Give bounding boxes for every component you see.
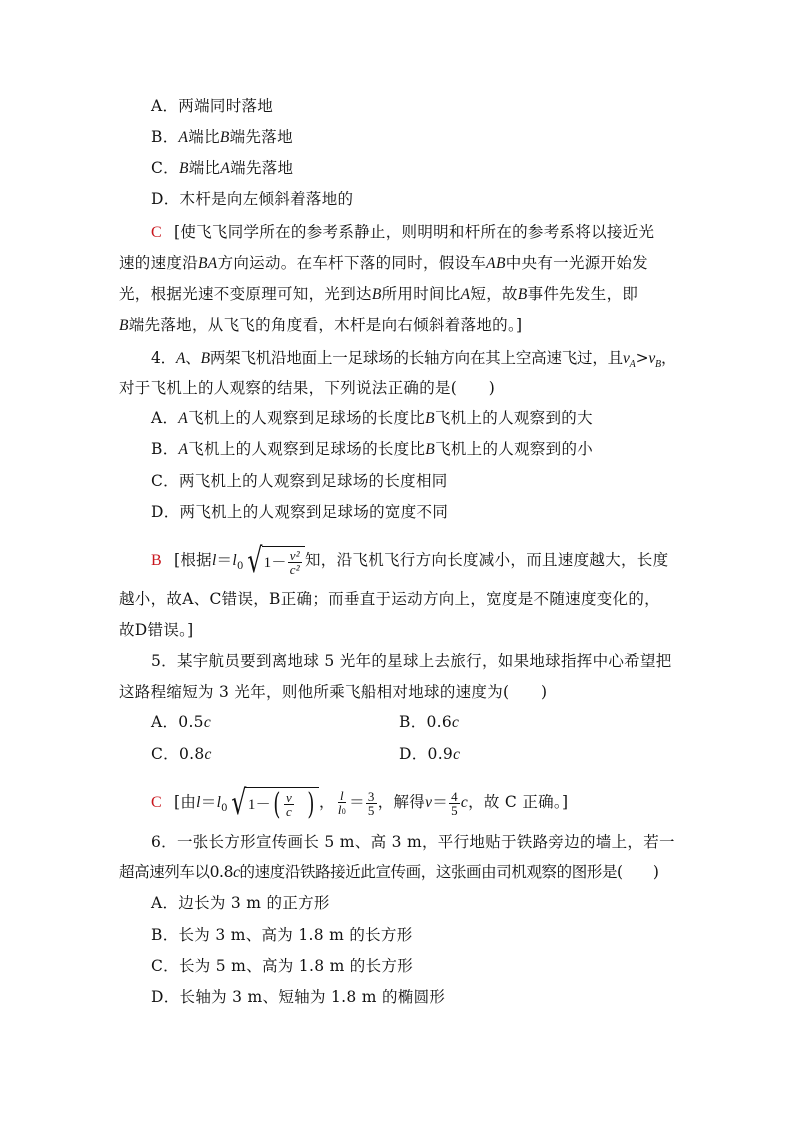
q6-stem-line-2: 超高速列车以0.8c的速度沿铁路接近此宣传画，这张画由司机观察的图形是( ) [119, 863, 659, 881]
q4-formula-radical: √ 1－ $\frac{\text{v²}}{\text{c²}}$ [244, 544, 305, 578]
q4-formula-fraction: $\frac{\text{v²}}{\text{c²}}$ [289, 548, 300, 577]
q4-answer-line-2: 越小，故A、C错误，B正确；而垂直于运动方向上，宽度是不随速度变化的， [119, 590, 660, 608]
q6-option-b: B．长为 3 m、高为 1.8 m 的长方形 [151, 926, 413, 944]
q4-answer-line-1: B [根据$l=l_0$ √ 1－ $\frac{\text{v²}}{\text{c²}}$ 知，沿飞机飞行方向长度减小，而且速度越大，长度 [151, 541, 669, 581]
q4-stem-line-1: 4．A、B两架飞机沿地面上一足球场的长轴方向在其上空高速飞过，且$v_A>v_B$， [151, 349, 677, 370]
q5-stem-line-2: 这路程缩短为 3 光年，则他所乘飞船相对地球的速度为( ) [119, 683, 548, 701]
q5-option-c: C．0.8c [151, 745, 212, 763]
q5-formula-radical: √ 1－ ( $\frac{v}{c}$ ) [228, 786, 319, 820]
q6-stem-line-1: 6．一张长方形宣传画长 5 m、高 3 m，平行地贴于铁路旁边的墙上，若一 [151, 833, 675, 851]
q5-option-a: A．0.5c [151, 713, 212, 731]
q5-stem-line-1: 5．某宇航员要到离地球 5 光年的星球上去旅行，如果地球指挥中心希望把 [151, 652, 672, 670]
q3-option-b: B．A端比B端先落地 [151, 128, 293, 146]
q5-formula-fraction-2: $\frac{l}{l0}$ [337, 787, 347, 817]
q3-answer-line-1: C [使飞飞同学所在的参考系静止，则明明和杆所在的参考系将以接近光 [151, 223, 655, 241]
q4-stem-line-2: 对于飞机上的人观察的结果，下列说法正确的是( ) [119, 379, 496, 397]
q5-option-d: D．0.9c [399, 745, 461, 763]
q3-option-a: A．两端同时落地 [151, 97, 274, 115]
q4-option-d: D．两飞机上的人观察到足球场的宽度不同 [151, 503, 449, 521]
q3-option-d: D．木杆是向左倾斜着落地的 [151, 190, 354, 208]
q5-formula-fraction-1: $\frac{v}{c}$ [285, 790, 293, 819]
q5-answer-line: C [由$l=l_0$ √ 1－ ( $\frac{v}{c}$ ) ， $\frac{l}{l0}$ ＝ $\frac{3}{5}$ ，解得v＝ $\frac{4}{5}$ c，故 C 正确。] [151, 783, 569, 823]
q6-option-a: A．边长为 3 m 的正方形 [151, 894, 330, 912]
q3-answer-line-4: B端先落地，从飞飞的角度看，木杆是向右倾斜着落地的。] [119, 316, 523, 334]
q4-option-b: B．A飞机上的人观察到足球场的长度比B飞机上的人观察到的小 [151, 440, 594, 458]
q5-formula-fraction-4: $\frac{4}{5}$ [451, 788, 458, 818]
q5-answer-letter: C [151, 794, 162, 811]
q3-answer-line-2: 速的速度沿BA方向运动。在车杆下落的同时，假设车AB中央有一光源开始发 [119, 254, 648, 272]
q5-formula-fraction-3: $\frac{3}{5}$ [367, 788, 375, 818]
q5-option-b: B．0.6c [399, 713, 460, 731]
q4-answer-line-3: 故D错误。] [119, 621, 194, 639]
q3-answer-letter: C [151, 224, 162, 241]
q4-option-a: A．A飞机上的人观察到足球场的长度比B飞机上的人观察到的大 [151, 409, 593, 427]
q6-option-d: D．长轴为 3 m、短轴为 1.8 m 的椭圆形 [151, 988, 446, 1006]
q3-answer-line-3: 光，根据光速不变原理可知，光到达B所用时间比A短，故B事件先发生，即 [119, 285, 639, 303]
q4-answer-letter: B [151, 552, 162, 569]
q6-option-c: C．长为 5 m、高为 1.8 m 的长方形 [151, 957, 414, 975]
q3-option-c: C．B端比A端先落地 [151, 159, 294, 177]
q4-option-c: C．两飞机上的人观察到足球场的长度相同 [151, 472, 448, 490]
